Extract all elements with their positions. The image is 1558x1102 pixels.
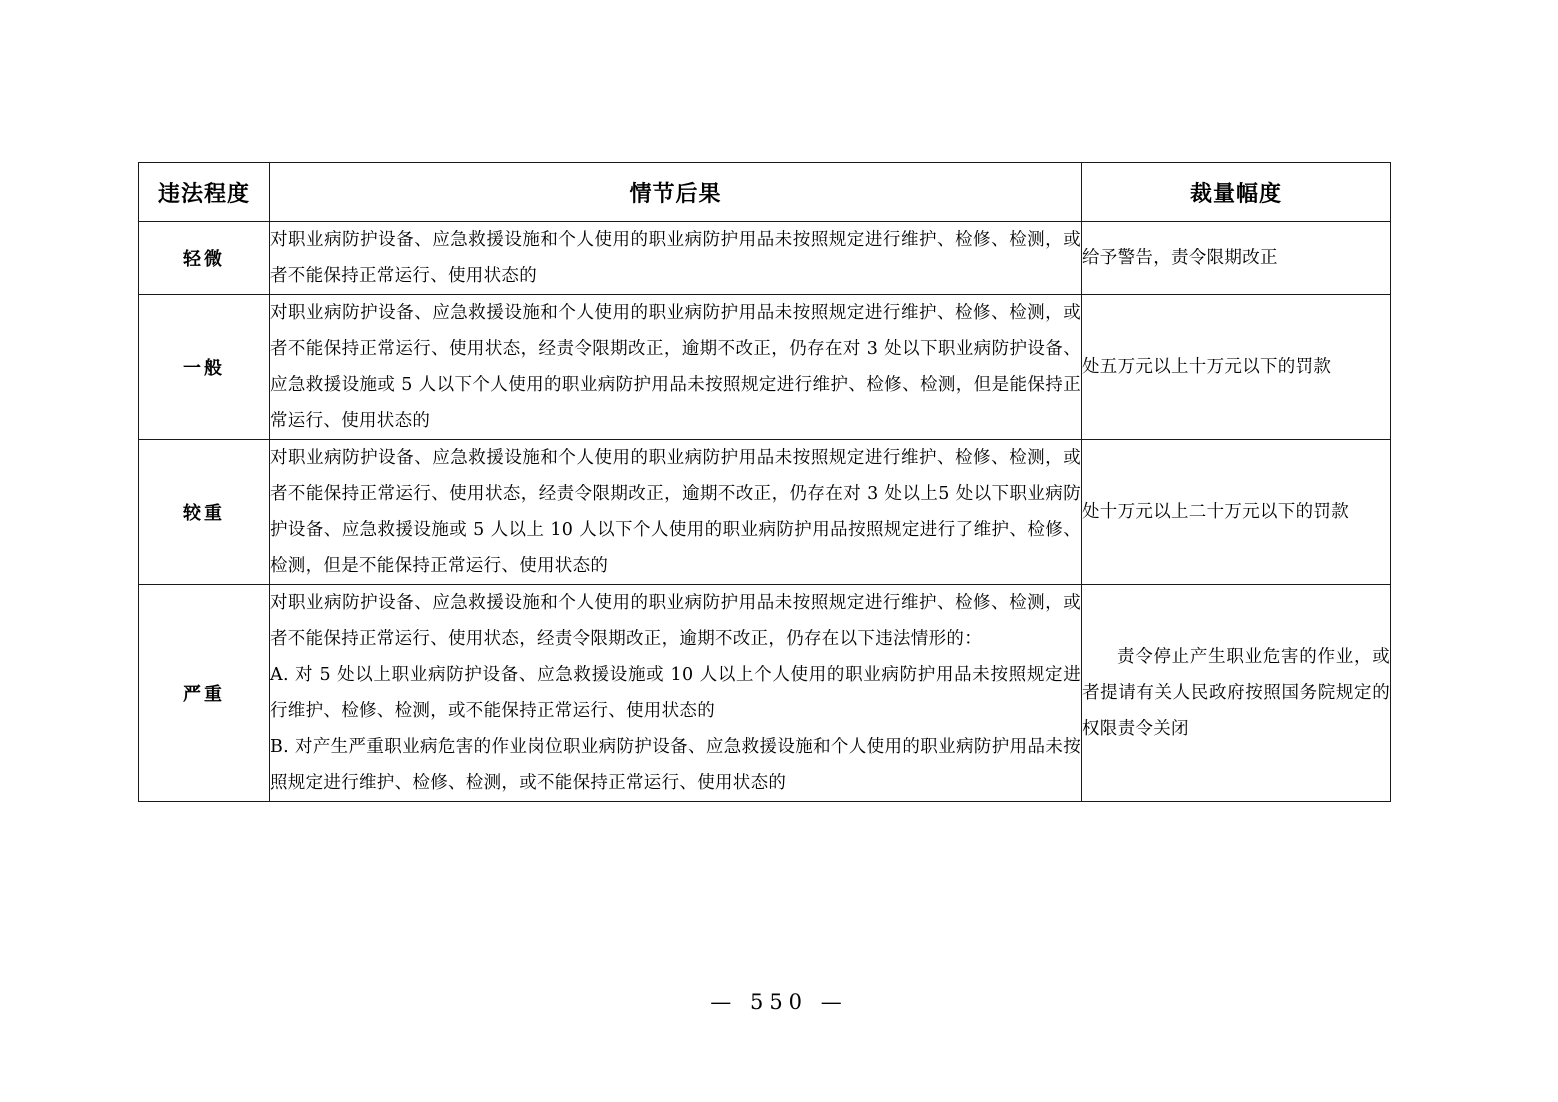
column-header-discretion-range: 裁量幅度 — [1082, 163, 1391, 222]
description-paragraph-b: B. 对产生严重职业病危害的作业岗位职业病防护设备、应急救援设施和个人使用的职业病防护用品未按照规定进行维护、检修、检测，或不能保持正常运行、使用状态的 — [270, 737, 1081, 793]
cell-violation-degree: 较重 — [139, 440, 270, 585]
description-paragraph: 对职业病防护设备、应急救援设施和个人使用的职业病防护用品未按照规定进行维护、检修、检测，或者不能保持正常运行、使用状态，经责令限期改正，逾期不改正，仍存在以下违法情形的： — [270, 593, 1081, 649]
column-header-circumstance-consequence: 情节后果 — [270, 163, 1082, 222]
cell-discretion-range: 给予警告，责令限期改正 — [1082, 222, 1391, 295]
table-header-row — [139, 163, 1391, 222]
table-row — [139, 295, 1391, 440]
cell-discretion-range: 处十万元以上二十万元以下的罚款 — [1082, 440, 1391, 585]
column-header-violation-degree: 违法程度 — [139, 163, 270, 222]
cell-violation-degree: 轻微 — [139, 222, 270, 295]
cell-discretion-range: 处五万元以上十万元以下的罚款 — [1082, 295, 1391, 440]
cell-circumstance-consequence — [270, 222, 1082, 295]
table-row — [139, 222, 1391, 295]
table-row — [139, 585, 1391, 802]
penalty-discretion-table-wrapper — [138, 162, 1390, 802]
description-paragraph: 对职业病防护设备、应急救援设施和个人使用的职业病防护用品未按照规定进行维护、检修、检测，或者不能保持正常运行、使用状态，经责令限期改正，逾期不改正，仍存在对 3 处以上5 处以下职业病防护设备、应急救援设施或 5 人以上 10 人以下个人使用的职业病防护用品按照规定进行了维护、检修、检测，但是不能保持正常运行、使用状态的 — [270, 448, 1081, 576]
cell-circumstance-consequence — [270, 440, 1082, 585]
table-row — [139, 440, 1391, 585]
cell-violation-degree: 一般 — [139, 295, 270, 440]
cell-discretion-range: 责令停止产生职业危害的作业，或者提请有关人民政府按照国务院规定的权限责令关闭 — [1082, 585, 1391, 802]
cell-circumstance-consequence — [270, 585, 1082, 802]
penalty-discretion-table — [138, 162, 1391, 802]
cell-violation-degree: 严重 — [139, 585, 270, 802]
page-number: — 550 — — [710, 990, 848, 1014]
description-paragraph-a: A. 对 5 处以上职业病防护设备、应急救援设施或 10 人以上个人使用的职业病防护用品未按照规定进行维护、检修、检测，或不能保持正常运行、使用状态的 — [270, 665, 1081, 721]
description-paragraph: 对职业病防护设备、应急救援设施和个人使用的职业病防护用品未按照规定进行维护、检修、检测，或者不能保持正常运行、使用状态的 — [270, 230, 1081, 286]
cell-circumstance-consequence — [270, 295, 1082, 440]
description-paragraph: 对职业病防护设备、应急救援设施和个人使用的职业病防护用品未按照规定进行维护、检修、检测，或者不能保持正常运行、使用状态，经责令限期改正，逾期不改正，仍存在对 3 处以下职业病防护设备、应急救援设施或 5 人以下个人使用的职业病防护用品未按照规定进行维护、检修、检测，但是能保持正常运行、使用状态的 — [270, 303, 1081, 431]
